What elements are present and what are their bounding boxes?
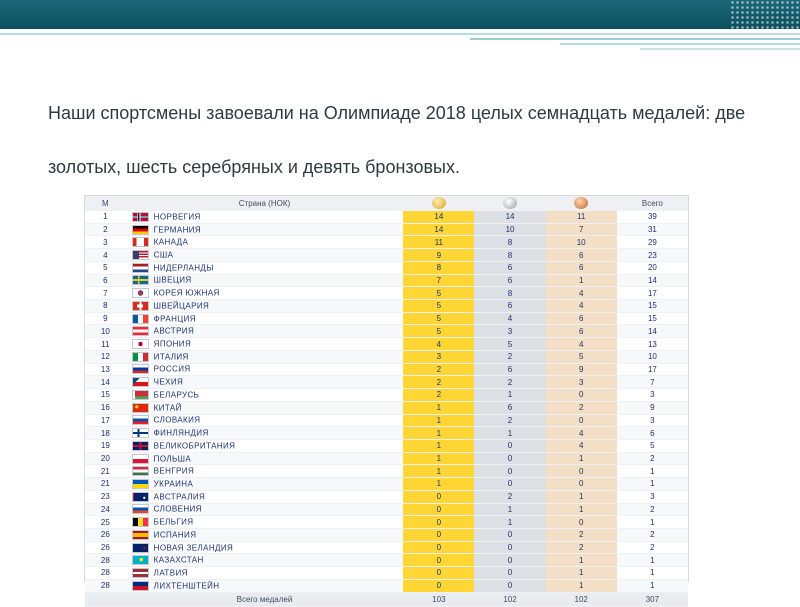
- total-cell: 1: [617, 579, 688, 592]
- total-cell: 5: [617, 439, 688, 452]
- country-name: ВЕЛИКОБРИТАНИЯ: [153, 441, 236, 451]
- country-name: НОВАЯ ЗЕЛАНДИЯ: [153, 543, 234, 553]
- rank-cell: 26: [85, 528, 126, 541]
- ukraine-flag-icon: [132, 479, 149, 489]
- country-name: АВСТРИЯ: [153, 326, 195, 336]
- footer-silver: 102: [474, 592, 545, 606]
- table-row: [85, 389, 688, 402]
- country-name: РОССИЯ: [153, 364, 191, 374]
- country-name: ИСПАНИЯ: [153, 530, 197, 540]
- total-cell: 1: [617, 554, 688, 567]
- rank-cell: 23: [85, 490, 126, 503]
- table-row: [85, 300, 688, 313]
- country-cell: [126, 567, 404, 580]
- silver-medal-icon: [503, 197, 517, 209]
- gold-cell: 3: [403, 350, 474, 363]
- bronze-cell: 6: [546, 312, 617, 325]
- gold-cell: 5: [403, 287, 474, 300]
- table-row: [85, 452, 688, 465]
- total-cell: 39: [617, 211, 688, 224]
- country-name: КАНАДА: [153, 237, 189, 247]
- bronze-medal-icon: [574, 197, 588, 209]
- gold-cell: 0: [403, 554, 474, 567]
- country-name: ГЕРМАНИЯ: [153, 225, 202, 235]
- total-cell: 17: [617, 363, 688, 376]
- bronze-cell: 4: [546, 338, 617, 351]
- table-row: [85, 376, 688, 389]
- country-cell: [126, 414, 404, 427]
- country-cell: [126, 528, 404, 541]
- country-cell: [126, 401, 404, 414]
- total-cell: 1: [617, 567, 688, 580]
- country-name: СЛОВАКИЯ: [153, 415, 201, 425]
- rank-cell: 7: [85, 287, 126, 300]
- table-row: [85, 567, 688, 580]
- silver-cell: 8: [474, 287, 545, 300]
- gold-cell: 2: [403, 363, 474, 376]
- table-body: [85, 211, 688, 593]
- italy-flag-icon: [132, 352, 149, 362]
- slovenia-flag-icon: [132, 504, 149, 514]
- silver-cell: 2: [474, 490, 545, 503]
- gold-cell: 1: [403, 401, 474, 414]
- rank-cell: 11: [85, 338, 126, 351]
- table-row: [85, 541, 688, 554]
- rank-cell: 20: [85, 452, 126, 465]
- country-cell: [126, 541, 404, 554]
- bronze-cell: 10: [546, 236, 617, 249]
- uk-flag-icon: [132, 441, 149, 451]
- gold-cell: 7: [403, 274, 474, 287]
- country-cell: [126, 363, 404, 376]
- country-name: ФИНЛЯНДИЯ: [153, 428, 209, 438]
- country-cell: [126, 465, 404, 478]
- country-cell: [126, 261, 404, 274]
- total-cell: 15: [617, 312, 688, 325]
- czechia-flag-icon: [132, 377, 149, 387]
- total-cell: 20: [617, 261, 688, 274]
- table-row: [85, 363, 688, 376]
- country-cell: [126, 223, 404, 236]
- gold-cell: 11: [403, 236, 474, 249]
- country-cell: [126, 274, 404, 287]
- footer-label: Всего медалей: [126, 592, 404, 606]
- total-cell: 13: [617, 338, 688, 351]
- country-name: ЛИХТЕНШТЕЙН: [153, 581, 220, 591]
- silver-cell: 0: [474, 579, 545, 592]
- gold-cell: 5: [403, 312, 474, 325]
- country-cell: [126, 300, 404, 313]
- rank-cell: 18: [85, 427, 126, 440]
- country-cell: [126, 236, 404, 249]
- bronze-cell: 0: [546, 414, 617, 427]
- japan-flag-icon: [132, 339, 149, 349]
- country-name: ФРАНЦИЯ: [153, 314, 196, 324]
- gold-cell: 2: [403, 389, 474, 402]
- table-row: [85, 516, 688, 529]
- belarus-flag-icon: [132, 390, 149, 400]
- bronze-cell: 11: [546, 211, 617, 224]
- rank-cell: 1: [85, 211, 126, 224]
- gold-cell: 0: [403, 503, 474, 516]
- header-gold: [403, 196, 474, 211]
- bronze-cell: 4: [546, 427, 617, 440]
- silver-cell: 0: [474, 452, 545, 465]
- total-cell: 1: [617, 516, 688, 529]
- silver-cell: 1: [474, 516, 545, 529]
- gold-cell: 5: [403, 325, 474, 338]
- total-cell: 7: [617, 376, 688, 389]
- switzerland-flag-icon: [132, 301, 149, 311]
- country-cell: [126, 211, 404, 224]
- country-name: ПОЛЬША: [153, 454, 192, 464]
- hungary-flag-icon: [132, 466, 149, 476]
- table-row: [85, 503, 688, 516]
- country-cell: [126, 503, 404, 516]
- spain-flag-icon: [132, 530, 149, 540]
- poland-flag-icon: [132, 454, 149, 464]
- country-cell: [126, 338, 404, 351]
- bronze-cell: 5: [546, 350, 617, 363]
- table-header-row: [85, 196, 688, 211]
- bronze-cell: 1: [546, 579, 617, 592]
- silver-cell: 10: [474, 223, 545, 236]
- rank-cell: 5: [85, 261, 126, 274]
- total-cell: 10: [617, 350, 688, 363]
- rank-cell: 2: [85, 223, 126, 236]
- bronze-cell: 3: [546, 376, 617, 389]
- country-name: УКРАИНА: [153, 479, 194, 489]
- table-row: [85, 439, 688, 452]
- silver-cell: 8: [474, 236, 545, 249]
- table-row: [85, 249, 688, 262]
- country-name: ШВЕЦИЯ: [153, 275, 192, 285]
- silver-cell: 2: [474, 414, 545, 427]
- bronze-cell: 0: [546, 516, 617, 529]
- rank-cell: 16: [85, 401, 126, 414]
- country-name: ЛАТВИЯ: [153, 568, 188, 578]
- rank-cell: 4: [85, 249, 126, 262]
- table-row: [85, 312, 688, 325]
- country-cell: [126, 478, 404, 491]
- gold-cell: 0: [403, 579, 474, 592]
- rank-cell: 3: [85, 236, 126, 249]
- medal-table-container: [84, 195, 689, 604]
- country-cell: [126, 427, 404, 440]
- france-flag-icon: [132, 314, 149, 324]
- country-cell: [126, 350, 404, 363]
- top-banner: [0, 0, 800, 29]
- rank-cell: 14: [85, 376, 126, 389]
- gold-cell: 14: [403, 223, 474, 236]
- silver-cell: 0: [474, 567, 545, 580]
- silver-cell: 2: [474, 350, 545, 363]
- country-cell: [126, 452, 404, 465]
- table-row: [85, 287, 688, 300]
- silver-cell: 6: [474, 274, 545, 287]
- table-row: [85, 579, 688, 592]
- sweden-flag-icon: [132, 275, 149, 285]
- new-zealand-flag-icon: [132, 543, 149, 553]
- netherlands-flag-icon: [132, 263, 149, 273]
- rank-cell: 10: [85, 325, 126, 338]
- rank-cell: 6: [85, 274, 126, 287]
- decor-stripe: [0, 33, 800, 35]
- table-row: [85, 528, 688, 541]
- country-name: КИТАЙ: [153, 403, 182, 413]
- silver-cell: 0: [474, 465, 545, 478]
- rank-cell: 15: [85, 389, 126, 402]
- total-cell: 29: [617, 236, 688, 249]
- bronze-cell: 0: [546, 465, 617, 478]
- country-name: НИДЕРЛАНДЫ: [153, 263, 214, 273]
- country-cell: [126, 554, 404, 567]
- bronze-cell: 2: [546, 528, 617, 541]
- table-row: [85, 274, 688, 287]
- header-rank: М: [85, 196, 126, 211]
- total-cell: 3: [617, 389, 688, 402]
- country-name: КАЗАХСТАН: [153, 555, 204, 565]
- silver-cell: 6: [474, 300, 545, 313]
- bronze-cell: 9: [546, 363, 617, 376]
- total-cell: 23: [617, 249, 688, 262]
- decor-stripe: [470, 38, 800, 40]
- total-cell: 2: [617, 541, 688, 554]
- banner-dot-pattern: [730, 0, 800, 29]
- country-cell: [126, 376, 404, 389]
- total-cell: 1: [617, 465, 688, 478]
- liechtenstein-flag-icon: [132, 581, 149, 591]
- gold-cell: 1: [403, 414, 474, 427]
- canada-flag-icon: [132, 237, 149, 247]
- rank-cell: 28: [85, 567, 126, 580]
- country-name: ЯПОНИЯ: [153, 339, 192, 349]
- silver-cell: 1: [474, 503, 545, 516]
- gold-cell: 2: [403, 376, 474, 389]
- table-row: [85, 211, 688, 224]
- rank-cell: 28: [85, 579, 126, 592]
- silver-cell: 0: [474, 478, 545, 491]
- bronze-cell: 1: [546, 452, 617, 465]
- silver-cell: 0: [474, 439, 545, 452]
- table-row: [85, 427, 688, 440]
- country-name: ШВЕЙЦАРИЯ: [153, 301, 210, 311]
- bronze-cell: 1: [546, 274, 617, 287]
- gold-cell: 0: [403, 516, 474, 529]
- bronze-cell: 2: [546, 401, 617, 414]
- total-cell: 3: [617, 414, 688, 427]
- rank-cell: 9: [85, 312, 126, 325]
- table-row: [85, 401, 688, 414]
- country-name: БЕЛАРУСЬ: [153, 390, 200, 400]
- gold-cell: 8: [403, 261, 474, 274]
- bronze-cell: 6: [546, 261, 617, 274]
- country-name: ЧЕХИЯ: [153, 377, 184, 387]
- finland-flag-icon: [132, 428, 149, 438]
- table-row: [85, 490, 688, 503]
- silver-cell: 0: [474, 554, 545, 567]
- table-row: [85, 338, 688, 351]
- country-name: ИТАЛИЯ: [153, 352, 189, 362]
- bronze-cell: 4: [546, 287, 617, 300]
- bronze-cell: 6: [546, 325, 617, 338]
- silver-cell: 1: [474, 427, 545, 440]
- rank-cell: 8: [85, 300, 126, 313]
- bronze-cell: 7: [546, 223, 617, 236]
- country-cell: [126, 516, 404, 529]
- footer-spacer: [85, 592, 126, 606]
- table-row: [85, 223, 688, 236]
- gold-cell: 0: [403, 567, 474, 580]
- gold-cell: 1: [403, 427, 474, 440]
- rank-cell: 12: [85, 350, 126, 363]
- gold-medal-icon: [432, 197, 446, 209]
- usa-flag-icon: [132, 250, 149, 260]
- austria-flag-icon: [132, 326, 149, 336]
- rank-cell: 19: [85, 439, 126, 452]
- china-flag-icon: [132, 403, 149, 413]
- australia-flag-icon: [132, 492, 149, 502]
- gold-cell: 14: [403, 211, 474, 224]
- table-row: [85, 554, 688, 567]
- country-cell: [126, 325, 404, 338]
- rank-cell: 13: [85, 363, 126, 376]
- country-cell: [126, 389, 404, 402]
- footer-bronze: 102: [546, 592, 617, 606]
- header-country: Страна (НОК): [126, 196, 404, 211]
- total-cell: 17: [617, 287, 688, 300]
- table-row: [85, 325, 688, 338]
- germany-flag-icon: [132, 225, 149, 235]
- latvia-flag-icon: [132, 568, 149, 578]
- footer-gold: 103: [403, 592, 474, 606]
- header-bronze: [546, 196, 617, 211]
- bronze-cell: 6: [546, 249, 617, 262]
- decor-stripe: [560, 43, 800, 45]
- bronze-cell: 1: [546, 554, 617, 567]
- country-name: СЛОВЕНИЯ: [153, 504, 202, 514]
- footer-total: 307: [617, 592, 688, 606]
- kazakhstan-flag-icon: [132, 555, 149, 565]
- bronze-cell: 0: [546, 478, 617, 491]
- table-row: [85, 414, 688, 427]
- gold-cell: 1: [403, 478, 474, 491]
- silver-cell: 2: [474, 376, 545, 389]
- table-row: [85, 478, 688, 491]
- gold-cell: 0: [403, 490, 474, 503]
- bronze-cell: 2: [546, 541, 617, 554]
- total-cell: 15: [617, 300, 688, 313]
- gold-cell: 0: [403, 528, 474, 541]
- bronze-cell: 4: [546, 300, 617, 313]
- rank-cell: 26: [85, 541, 126, 554]
- silver-cell: 0: [474, 528, 545, 541]
- total-cell: 9: [617, 401, 688, 414]
- header-total: Всего: [617, 196, 688, 211]
- country-name: США: [153, 250, 174, 260]
- total-cell: 3: [617, 490, 688, 503]
- silver-cell: 5: [474, 338, 545, 351]
- slovakia-flag-icon: [132, 415, 149, 425]
- silver-cell: 8: [474, 249, 545, 262]
- silver-cell: 4: [474, 312, 545, 325]
- russia-flag-icon: [132, 364, 149, 374]
- rank-cell: 21: [85, 465, 126, 478]
- silver-cell: 3: [474, 325, 545, 338]
- norway-flag-icon: [132, 212, 149, 222]
- country-name: НОРВЕГИЯ: [153, 212, 201, 222]
- gold-cell: 5: [403, 300, 474, 313]
- gold-cell: 1: [403, 452, 474, 465]
- gold-cell: 0: [403, 541, 474, 554]
- rank-cell: 21: [85, 478, 126, 491]
- bronze-cell: 0: [546, 389, 617, 402]
- total-cell: 1: [617, 478, 688, 491]
- header-silver: [474, 196, 545, 211]
- table-row: [85, 465, 688, 478]
- gold-cell: 1: [403, 439, 474, 452]
- gold-cell: 4: [403, 338, 474, 351]
- total-cell: 6: [617, 427, 688, 440]
- silver-cell: 1: [474, 389, 545, 402]
- total-cell: 31: [617, 223, 688, 236]
- total-cell: 2: [617, 452, 688, 465]
- bronze-cell: 4: [546, 439, 617, 452]
- rank-cell: 25: [85, 516, 126, 529]
- medal-table: [85, 196, 688, 607]
- country-cell: [126, 439, 404, 452]
- table-row: [85, 261, 688, 274]
- gold-cell: 1: [403, 465, 474, 478]
- country-cell: [126, 287, 404, 300]
- country-cell: [126, 490, 404, 503]
- silver-cell: 0: [474, 541, 545, 554]
- total-cell: 2: [617, 503, 688, 516]
- belgium-flag-icon: [132, 517, 149, 527]
- total-cell: 2: [617, 528, 688, 541]
- country-name: КОРЕЯ ЮЖНАЯ: [153, 288, 220, 298]
- bronze-cell: 1: [546, 567, 617, 580]
- country-cell: [126, 249, 404, 262]
- total-cell: 14: [617, 274, 688, 287]
- rank-cell: 24: [85, 503, 126, 516]
- gold-cell: 9: [403, 249, 474, 262]
- table-row: [85, 350, 688, 363]
- country-cell: [126, 579, 404, 592]
- silver-cell: 6: [474, 401, 545, 414]
- bronze-cell: 1: [546, 490, 617, 503]
- table-row: [85, 236, 688, 249]
- south-korea-flag-icon: [132, 288, 149, 298]
- country-cell: [126, 312, 404, 325]
- silver-cell: 14: [474, 211, 545, 224]
- table-footer-row: [85, 592, 688, 606]
- country-name: БЕЛЬГИЯ: [153, 517, 194, 527]
- total-cell: 14: [617, 325, 688, 338]
- country-name: ВЕНГРИЯ: [153, 466, 195, 476]
- rank-cell: 28: [85, 554, 126, 567]
- silver-cell: 6: [474, 261, 545, 274]
- silver-cell: 6: [474, 363, 545, 376]
- slide-title: Наши спортсмены завоевали на Олимпиаде 2018 целых семнадцать медалей: две золотых, шесть серебряных и девять бронзовых.: [48, 103, 746, 177]
- country-name: АВСТРАЛИЯ: [153, 492, 206, 502]
- bronze-cell: 1: [546, 503, 617, 516]
- rank-cell: 17: [85, 414, 126, 427]
- decor-stripe: [640, 48, 800, 50]
